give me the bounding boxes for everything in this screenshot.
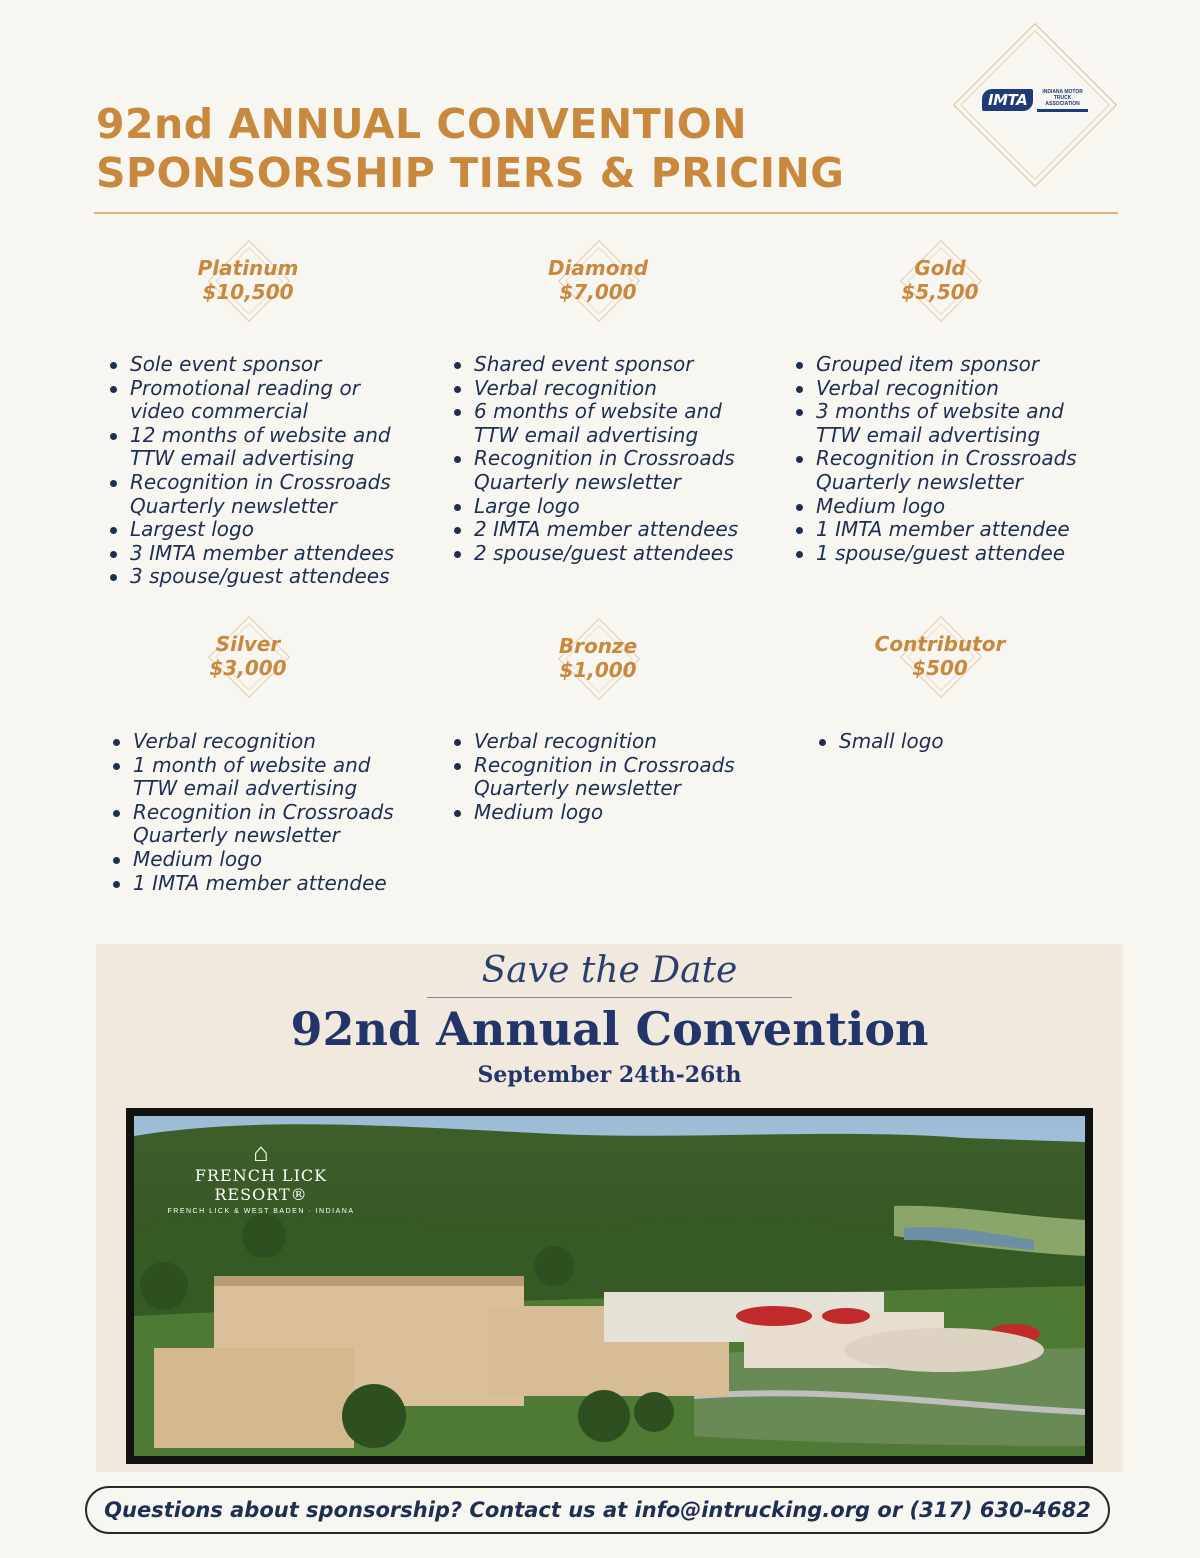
tier-name: Contributor: [874, 632, 1006, 656]
resort-photo-frame: [126, 1108, 1093, 1464]
imta-logo: [954, 24, 1116, 186]
imta-subtitle: INDIANA MOTOR TRUCK ASSOCIATION: [1037, 89, 1088, 112]
benefit-item: Recognition in Crossroads Quarterly newsletter: [474, 447, 738, 494]
benefit-item: Recognition in Crossroads Quarterly newsletter: [474, 752, 735, 801]
tier-heading: [148, 246, 348, 316]
benefit-item: Verbal recognition: [474, 377, 738, 401]
tier-name: Platinum: [197, 256, 299, 280]
benefit-list-diamond: [450, 353, 738, 565]
benefit-item: Largest logo: [130, 518, 394, 542]
contact-banner: [85, 1486, 1110, 1534]
benefit-item: 2 IMTA member attendees: [474, 517, 739, 542]
benefit-item: 3 IMTA member attendees: [130, 540, 395, 565]
benefit-item: Recognition in Crossroads Quarterly newsletter: [130, 471, 394, 518]
benefit-list-bronze: [450, 730, 735, 824]
tier-heading: [840, 622, 1040, 692]
tier-name: Bronze: [558, 634, 638, 658]
benefit-item: 3 spouse/guest attendees: [130, 565, 394, 589]
convention-dates: September 24th-26th: [477, 1062, 742, 1088]
page-title: [96, 100, 844, 198]
benefit-item: Medium logo: [816, 495, 1077, 519]
convention-title: 92nd Annual Convention: [290, 1002, 929, 1056]
tier-heading: [498, 624, 698, 694]
tier-price: $3,000: [209, 656, 287, 680]
tier-price: $5,500: [901, 280, 979, 304]
french-lick-resort-logo: [146, 1138, 376, 1215]
tier-price: $1,000: [559, 658, 637, 682]
benefit-item: 1 IMTA member attendee: [816, 518, 1077, 542]
tier-heading: [498, 246, 698, 316]
title-line-2: SPONSORSHIP TIERS & PRICING: [96, 149, 845, 197]
resort-name: FRENCH LICK RESORT®: [194, 1166, 328, 1204]
benefit-item: Small logo: [839, 729, 944, 753]
benefit-item: 2 spouse/guest attendees: [474, 542, 738, 566]
benefit-item: 12 months of website and TTW email advertising: [130, 424, 394, 471]
tier-name: Gold: [914, 256, 966, 280]
gazebo-icon: ⌂: [253, 1137, 269, 1167]
benefit-item: Sole event sponsor: [130, 353, 394, 377]
tier-name: Diamond: [547, 256, 649, 280]
tier-name: Silver: [215, 632, 281, 656]
header-divider: [94, 212, 1118, 214]
benefit-item: Verbal recognition: [474, 730, 735, 754]
benefit-list-platinum: [106, 353, 394, 589]
benefit-item: Shared event sponsor: [474, 353, 738, 377]
benefit-list-gold: [792, 353, 1077, 565]
save-the-date-divider: [427, 997, 792, 998]
benefit-item: Promotional reading or video commercial: [130, 377, 394, 424]
tier-price: $500: [912, 656, 968, 680]
resort-location: FRENCH LICK & WEST BADEN · INDIANA: [167, 1208, 355, 1215]
benefit-item: 1 month of website and TTW email advertising: [133, 754, 394, 801]
logo-card: [982, 82, 1088, 118]
title-line-1: 92nd ANNUAL CONVENTION: [96, 100, 748, 148]
benefit-list-silver: [109, 730, 394, 895]
benefit-item: Recognition in Crossroads Quarterly newsletter: [133, 799, 394, 848]
save-the-date-script: Save the Date: [481, 950, 738, 991]
benefit-item: 6 months of website and TTW email advertising: [474, 400, 738, 447]
benefit-item: 1 spouse/guest attendee: [816, 542, 1077, 566]
imta-wordmark: IMTA: [982, 89, 1033, 111]
tier-price: $7,000: [559, 280, 637, 304]
benefit-list-contributor: [815, 730, 944, 754]
benefit-item: Grouped item sponsor: [816, 353, 1077, 377]
tier-price: $10,500: [202, 280, 294, 304]
benefit-item: Verbal recognition: [816, 377, 1077, 401]
benefit-item: Medium logo: [474, 801, 735, 825]
benefit-item: Verbal recognition: [133, 730, 394, 754]
benefit-item: Large logo: [474, 495, 738, 519]
tier-heading: [840, 246, 1040, 316]
benefit-item: Recognition in Crossroads Quarterly newsletter: [816, 446, 1077, 494]
contact-text: Questions about sponsorship? Contact us at info@intrucking.org or (317) 630-4682: [104, 1498, 1091, 1522]
resort-aerial-photo: [134, 1116, 1085, 1456]
benefit-item: Medium logo: [133, 848, 394, 872]
tier-heading: [148, 622, 348, 692]
benefit-item: 1 IMTA member attendee: [133, 872, 394, 896]
benefit-item: 3 months of website and TTW email advertising: [816, 400, 1077, 447]
